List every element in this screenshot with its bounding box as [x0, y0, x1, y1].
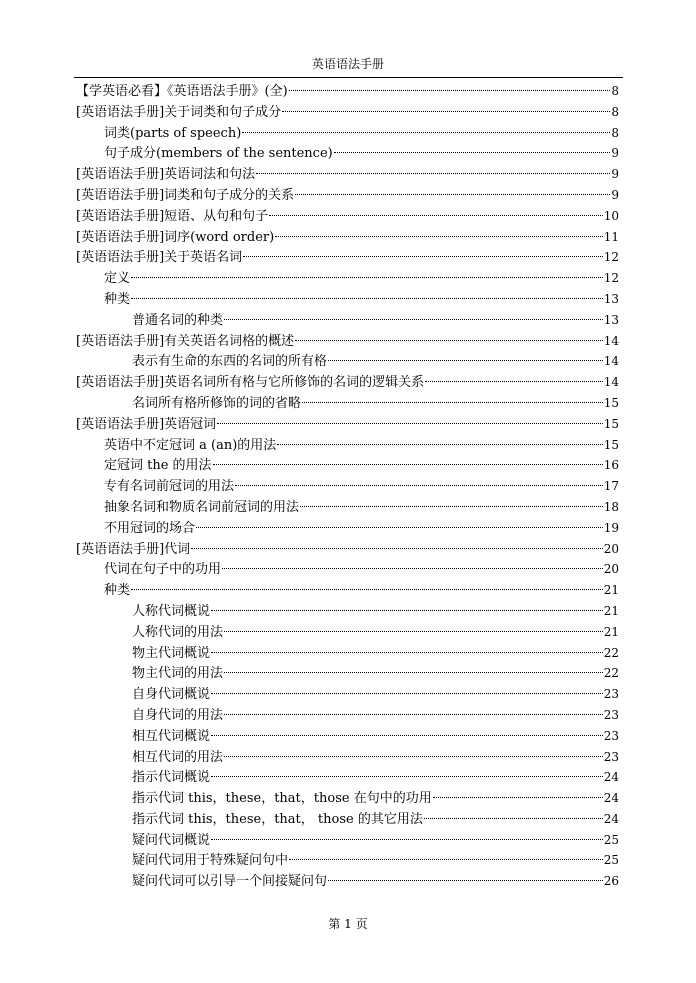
dot-leader — [277, 444, 602, 445]
toc-entry[interactable] — [76, 143, 619, 164]
toc-entry-page-number: 13 — [603, 312, 619, 327]
toc-entry[interactable] — [76, 227, 619, 248]
dot-leader — [211, 839, 603, 840]
dot-leader — [243, 256, 603, 257]
dot-leader — [242, 132, 610, 133]
toc-entry[interactable] — [76, 726, 619, 747]
toc-entry[interactable] — [76, 310, 619, 331]
toc-entry[interactable] — [76, 331, 619, 352]
toc-entry-title: [英语语法手册]词类和句子成分的关系 — [76, 187, 295, 203]
toc-entry[interactable] — [76, 455, 619, 476]
toc-entry-title: 疑问代词用于特殊疑问句中 — [132, 853, 289, 869]
toc-entry-title: 相互代词概说 — [132, 728, 211, 744]
dot-leader — [224, 756, 603, 757]
dot-leader — [328, 360, 603, 361]
toc-entry-title: 表示有生命的东西的名词的所有格 — [132, 354, 328, 370]
toc-entry[interactable] — [76, 289, 619, 310]
dot-leader — [300, 506, 603, 507]
toc-entry-title: 相互代词的用法 — [132, 749, 224, 765]
toc-entry[interactable] — [76, 372, 619, 393]
toc-entry-page-number: 12 — [603, 271, 619, 286]
toc-entry-title: 词类(parts of speech) — [104, 125, 242, 141]
toc-entry-page-number: 26 — [603, 874, 619, 889]
toc-entry[interactable] — [76, 871, 619, 892]
toc-entry-title: 定冠词 the 的用法 — [104, 458, 212, 474]
dot-leader — [196, 527, 603, 528]
toc-entry-title: [英语语法手册]英语词法和句法 — [76, 167, 256, 183]
toc-entry-page-number: 23 — [603, 728, 619, 743]
toc-entry-page-number: 22 — [603, 666, 619, 681]
toc-entry-page-number: 24 — [603, 811, 619, 826]
toc-entry-page-number: 8 — [611, 125, 619, 140]
toc-entry[interactable] — [76, 580, 619, 601]
toc-entry-title: 句子成分(members of the sentence) — [104, 146, 333, 162]
toc-entry-page-number: 23 — [603, 749, 619, 764]
dot-leader — [211, 693, 603, 694]
dot-leader — [289, 90, 611, 91]
header-divider — [74, 77, 623, 78]
toc-entry[interactable] — [76, 622, 619, 643]
toc-entry-page-number: 9 — [611, 187, 619, 202]
toc-entry-title: 定义 — [104, 271, 131, 287]
dot-leader — [425, 381, 603, 382]
toc-entry-title: 英语中不定冠词 a (an)的用法 — [104, 437, 277, 453]
toc-entry-title: 物主代词概说 — [132, 645, 211, 661]
dot-leader — [334, 152, 611, 153]
toc-entry-page-number: 24 — [603, 770, 619, 785]
toc-entry[interactable] — [76, 164, 619, 185]
toc-entry[interactable] — [76, 788, 619, 809]
toc-entry[interactable] — [76, 539, 619, 560]
toc-entry[interactable] — [76, 497, 619, 518]
toc-entry[interactable] — [76, 247, 619, 268]
dot-leader — [224, 714, 603, 715]
toc-entry-title: 【学英语必看】《英语语法手册》(全) — [76, 84, 288, 99]
toc-entry-page-number: 21 — [603, 603, 619, 618]
toc-entry[interactable] — [76, 559, 619, 580]
toc-entry[interactable] — [76, 684, 619, 705]
toc-entry-page-number: 23 — [603, 707, 619, 722]
toc-entry-page-number: 15 — [603, 395, 619, 410]
toc-entry[interactable] — [76, 518, 619, 539]
toc-entry-page-number: 15 — [603, 416, 619, 431]
toc-entry-page-number: 10 — [603, 208, 619, 223]
dot-leader — [256, 173, 610, 174]
toc-entry-page-number: 23 — [603, 687, 619, 702]
toc-entry-page-number: 25 — [603, 853, 619, 868]
toc-entry-title: [英语语法手册]英语冠词 — [76, 416, 217, 432]
toc-entry[interactable] — [76, 767, 619, 788]
toc-entry-page-number: 8 — [611, 84, 619, 98]
toc-entry-title: [英语语法手册]英语名词所有格与它所修饰的名词的逻辑关系 — [76, 375, 425, 391]
dot-leader — [224, 672, 603, 673]
toc-entry-title: 自身代词的用法 — [132, 707, 224, 723]
toc-entry-title: [英语语法手册]关于词类和句子成分 — [76, 104, 282, 120]
toc-entry-title: 名词所有格所修饰的词的省略 — [132, 395, 302, 411]
toc-entry-page-number: 13 — [603, 291, 619, 306]
toc-entry[interactable] — [76, 601, 619, 622]
dot-leader — [222, 568, 603, 569]
toc-entry-title: 疑问代词可以引导一个间接疑问句 — [132, 874, 328, 890]
toc-entry-title: 抽象名词和物质名词前冠词的用法 — [104, 499, 300, 515]
toc-entry[interactable] — [76, 102, 619, 123]
toc-entry[interactable] — [76, 81, 619, 102]
toc-entry-title: 自身代词概说 — [132, 687, 211, 703]
dot-leader — [131, 589, 603, 590]
dot-leader — [295, 340, 603, 341]
dot-leader — [235, 485, 603, 486]
toc-entry-title: 人称代词概说 — [132, 603, 211, 619]
dot-leader — [224, 631, 603, 632]
toc-entry-page-number: 15 — [603, 437, 619, 452]
toc-entry-page-number: 20 — [603, 562, 619, 577]
dot-leader — [424, 818, 603, 819]
toc-entry-title: 人称代词的用法 — [132, 624, 224, 640]
toc-entry[interactable] — [76, 643, 619, 664]
dot-leader — [275, 236, 603, 237]
toc-entry-title: 不用冠词的场合 — [104, 520, 196, 536]
dot-leader — [217, 423, 603, 424]
toc-entry[interactable] — [76, 268, 619, 289]
dot-leader — [211, 652, 603, 653]
table-of-contents — [76, 81, 619, 892]
toc-entry-title: 疑问代词概说 — [132, 832, 211, 848]
toc-entry-title: 代词在句子中的功用 — [104, 562, 222, 578]
page-number-footer: 第 1 页 — [328, 917, 368, 931]
toc-entry-page-number: 14 — [603, 375, 619, 390]
dot-leader — [191, 548, 603, 549]
toc-entry[interactable] — [76, 476, 619, 497]
dot-leader — [211, 610, 603, 611]
toc-entry-page-number: 17 — [603, 479, 619, 494]
dot-leader — [328, 880, 603, 881]
toc-entry-title: [英语语法手册]有关英语名词格的概述 — [76, 333, 295, 349]
toc-entry-title: 指示代词概说 — [132, 770, 211, 786]
toc-entry-page-number: 21 — [603, 624, 619, 639]
toc-entry-title: 种类 — [104, 291, 131, 307]
dot-leader — [211, 735, 603, 736]
toc-entry-page-number: 24 — [603, 791, 619, 806]
toc-entry-page-number: 11 — [603, 229, 619, 244]
toc-entry-page-number: 9 — [611, 146, 619, 161]
toc-entry-title: 指示代词 this，these，that， those 的其它用法 — [132, 811, 423, 827]
toc-entry-title: [英语语法手册]短语、从句和句子 — [76, 208, 269, 224]
toc-entry-title: [英语语法手册]关于英语名词 — [76, 250, 243, 266]
page-header-title: 英语语法手册 — [311, 57, 384, 71]
toc-entry-page-number: 16 — [603, 458, 619, 473]
dot-leader — [302, 402, 603, 403]
toc-entry-page-number: 21 — [603, 583, 619, 598]
toc-entry[interactable] — [76, 747, 619, 768]
dot-leader — [269, 215, 603, 216]
toc-entry[interactable] — [76, 850, 619, 871]
dot-leader — [211, 776, 603, 777]
toc-entry-page-number: 12 — [603, 250, 619, 265]
toc-entry-page-number: 20 — [603, 541, 619, 556]
dot-leader — [282, 111, 610, 112]
toc-entry[interactable] — [76, 414, 619, 435]
toc-entry-page-number: 25 — [603, 832, 619, 847]
toc-entry-title: [英语语法手册]词序(word order) — [76, 229, 275, 245]
dot-leader — [224, 319, 603, 320]
toc-entry-page-number: 18 — [603, 499, 619, 514]
dot-leader — [295, 194, 610, 195]
toc-entry[interactable] — [76, 393, 619, 414]
toc-entry-page-number: 19 — [603, 520, 619, 535]
dot-leader — [433, 797, 603, 798]
toc-entry-page-number: 14 — [603, 354, 619, 369]
dot-leader — [213, 464, 603, 465]
toc-entry-title: 种类 — [104, 583, 131, 599]
toc-entry[interactable] — [76, 123, 619, 144]
toc-entry[interactable] — [76, 435, 619, 456]
toc-entry-page-number: 14 — [603, 333, 619, 348]
toc-entry-title: 物主代词的用法 — [132, 666, 224, 682]
toc-entry[interactable] — [76, 206, 619, 227]
toc-entry-title: [英语语法手册]代词 — [76, 541, 191, 557]
toc-entry-page-number: 8 — [611, 104, 619, 119]
toc-entry[interactable] — [76, 185, 619, 206]
toc-entry[interactable] — [76, 705, 619, 726]
toc-entry[interactable] — [76, 663, 619, 684]
toc-entry-title: 指示代词 this，these，that，those 在句中的功用 — [132, 791, 432, 807]
toc-entry-title: 专有名词前冠词的用法 — [104, 479, 235, 495]
dot-leader — [131, 298, 603, 299]
toc-entry[interactable] — [76, 830, 619, 851]
toc-entry-page-number: 22 — [603, 645, 619, 660]
dot-leader — [131, 277, 603, 278]
toc-entry-page-number: 9 — [611, 167, 619, 182]
dot-leader — [289, 859, 603, 860]
toc-entry[interactable] — [76, 351, 619, 372]
toc-entry-title: 普通名词的种类 — [132, 312, 224, 328]
toc-entry[interactable] — [76, 809, 619, 830]
